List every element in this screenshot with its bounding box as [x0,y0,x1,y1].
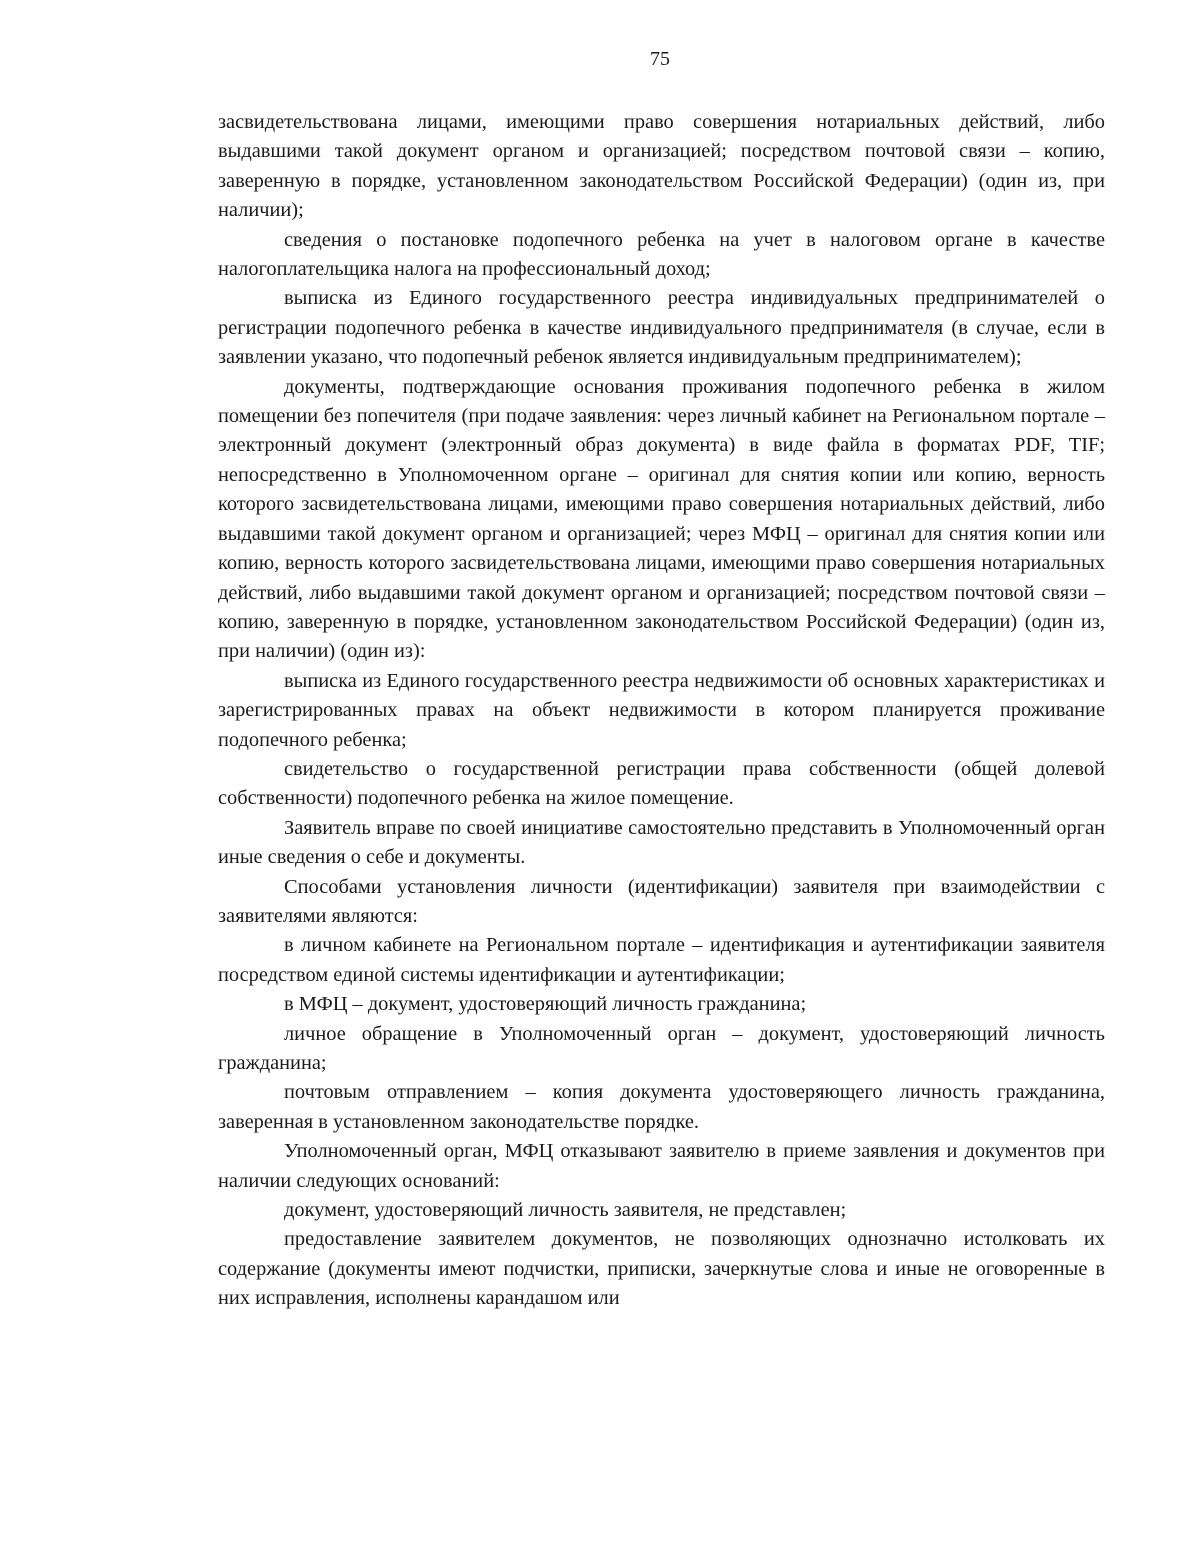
paragraph-residence-documents: документы, подтверждающие основания проживания подопечного ребенка в жилом помещении без попечителя (при подаче заявления: через личный кабинет на Региональном портале – электронный документ (электронный образ документа) в виде файла в форматах PDF, TIF; непосредственно в Уполномоченном органе – оригинал для снятия копии или копию, верность которого засвидетельствована лицами, имеющими право совершения нотариальных действий, либо выдавшими такой документ органом и организацией; через МФЦ – оригинал для снятия копии или копию, верность которого засвидетельствована лицами, имеющими право совершения нотариальных действий, либо выдавшими такой документ органом и организацией; посредством почтовой связи – копию, заверенную в порядке, установленном законодательством Российской Федерации) (один из, при наличии) (один из): [218,375,1105,663]
paragraph-tax-registration: сведения о постановке подопечного ребенка на учет в налоговом органе в качестве налогоплательщика налога на профессиональный доход; [218,228,1105,281]
page-number: 75 [650,48,670,70]
paragraph-ambiguous-documents: предоставление заявителем документов, не позволяющих однозначно истолковать их содержание (документы имеют подчистки, приписки, зачеркнутые слова и иные не оговоренные в них исправления, исполнены карандашом или [218,1228,1105,1310]
paragraph-egrn-extract: выписка из Единого государственного реестра недвижимости об основных характеристиках и зарегистрированных правах на объект недвижимости в котором планируется проживание подопечного ребенка; [218,669,1105,751]
paragraph-mfc-identification: в МФЦ – документ, удостоверяющий личность гражданина; [284,993,807,1016]
paragraph-personal-visit: личное обращение в Уполномоченный орган – документ, удостоверяющий личность гражданина; [218,1022,1105,1074]
paragraph-applicant-right: Заявитель вправе по своей инициативе самостоятельно представить в Уполномоченный орган иные сведения о себе и документы. [218,816,1105,869]
paragraph-refusal-grounds: Уполномоченный орган, МФЦ отказывают заявителю в приеме заявления и документов при наличии следующих оснований: [218,1140,1105,1192]
paragraph-continuation: засвидетельствована лицами, имеющими право совершения нотариальных действий, либо выдавшими такой документ органом и организацией; посредством почтовой связи – копию, заверенную в порядке, установленном законодательством Российской Федерации) (один из, при наличии); [218,111,1105,222]
paragraph-id-not-provided: документ, удостоверяющий личность заявителя, не представлен; [284,1199,847,1222]
paragraph-portal-identification: в личном кабинете на Региональном портале – идентификация и аутентификации заявителя посредством единой системы идентификации и аутентификации; [218,934,1105,986]
paragraph-egrip-extract: выписка из Единого государственного реестра индивидуальных предпринимателей о регистрации подопечного ребенка в качестве индивидуального предпринимателя (в случае, если в заявлении указано, что подопечный ребенок является индивидуальным предпринимателем); [218,287,1105,369]
document-body [218,108,1105,1314]
paragraph-ownership-certificate: свидетельство о государственной регистрации права собственности (общей долевой собственности) подопечного ребенка на жилое помещение. [218,757,1105,810]
paragraph-identification-methods: Способами установления личности (идентификации) заявителя при взаимодействии с заявителями являются: [218,875,1105,927]
paragraph-postal-mail: почтовым отправлением – копия документа удостоверяющего личность гражданина, заверенная в установленном законодательстве порядке. [218,1081,1105,1133]
